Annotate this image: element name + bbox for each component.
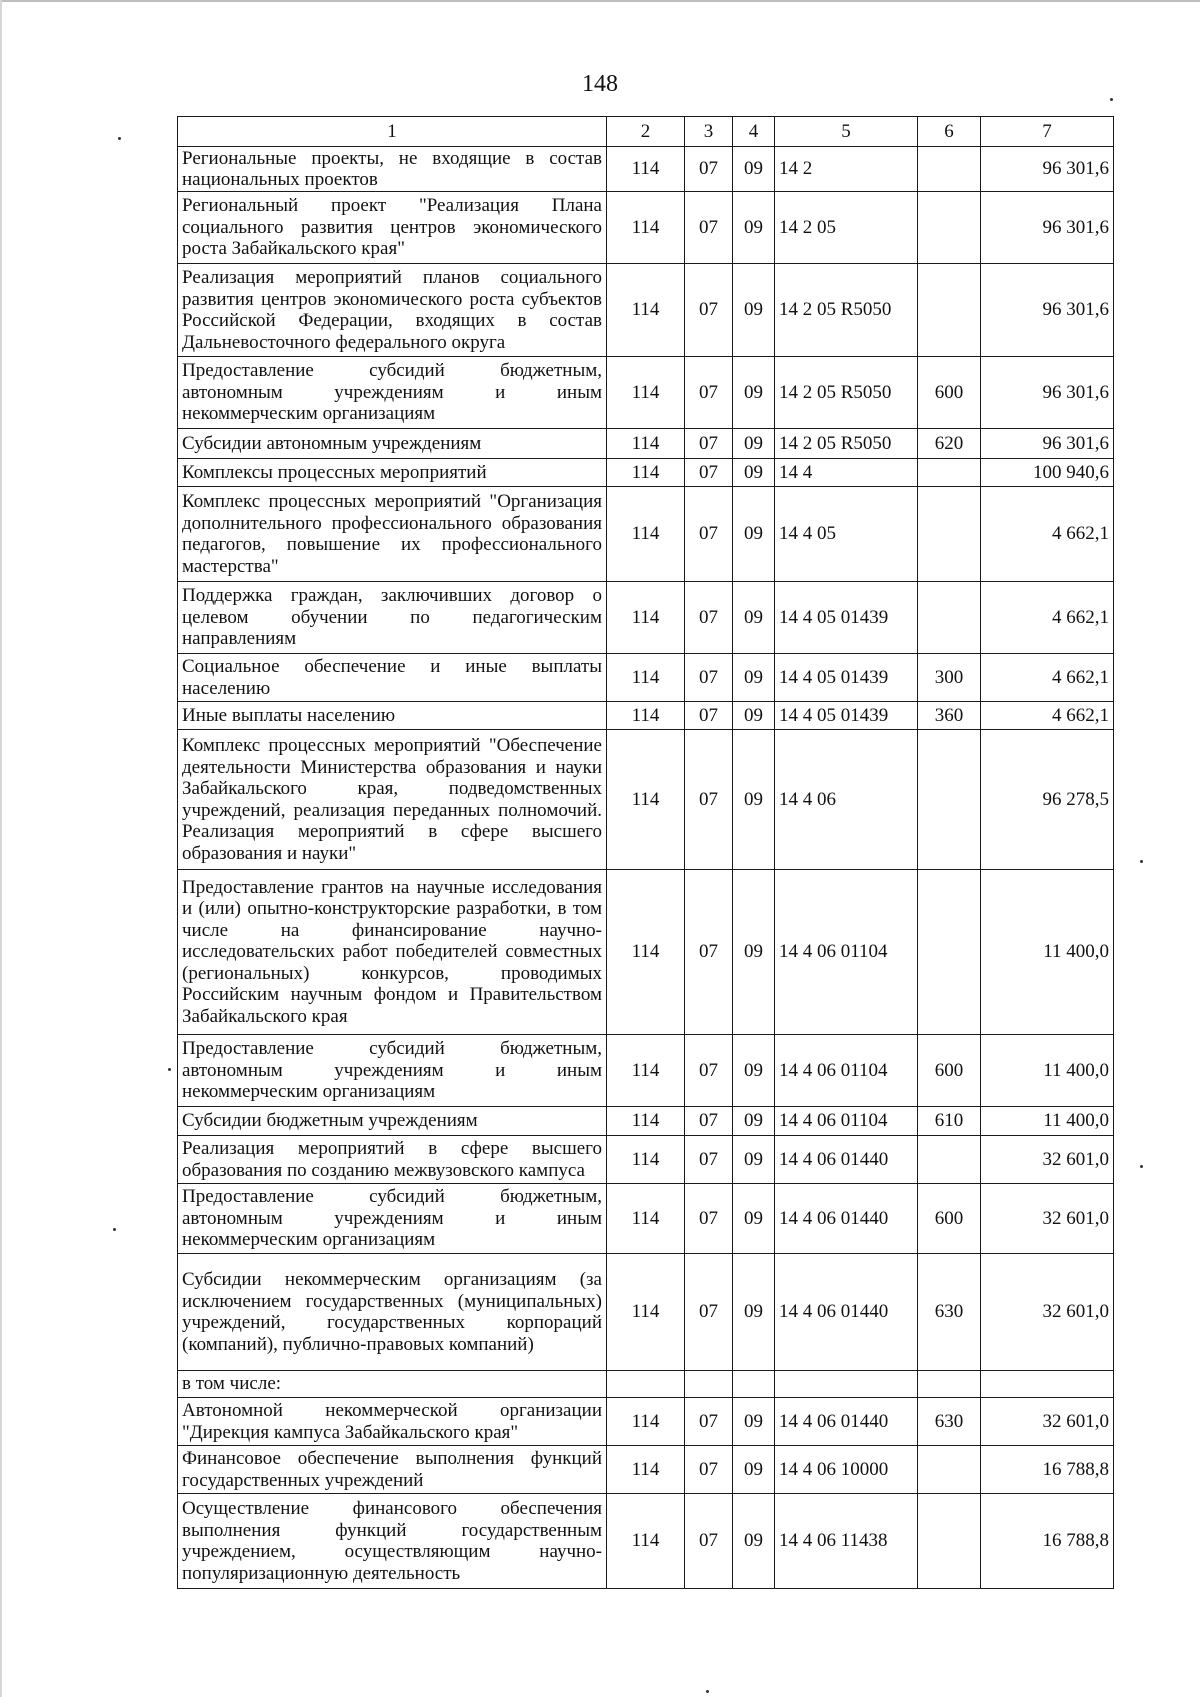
row-vr [918,487,981,582]
row-csr: 14 4 05 [775,487,918,582]
row-gr: 114 [607,487,685,582]
row-vr [918,1136,981,1184]
scan-speck [113,1228,116,1231]
row-sum: 32 601,0 [981,1398,1114,1446]
row-vr [918,1494,981,1589]
row-csr: 14 4 06 01104 [775,1035,918,1107]
table-row [178,1371,1114,1398]
scan-speck [168,1068,171,1071]
table-row [178,487,1114,582]
header-col-2: 2 [607,117,685,147]
row-name: Осуществление финансового обеспечения выполнения функций государственным учреждением, осуществляющим научно-популяризационную деятельность [178,1494,607,1589]
row-csr: 14 4 06 01104 [775,1107,918,1136]
row-vr [918,192,981,264]
row-sum: 96 278,5 [981,730,1114,870]
row-csr: 14 4 06 01440 [775,1398,918,1446]
row-pr: 09 [733,1446,775,1494]
row-rz: 07 [685,264,733,357]
row-sum: 11 400,0 [981,870,1114,1035]
row-sum: 16 788,8 [981,1446,1114,1494]
row-name: Предоставление грантов на научные исследования и (или) опытно-конструкторские разработки, в том числе на финансирование научно-исследовательских работ победителей совместных (региональных) конкурсов, проводимых Российским научным фондом и Правительством Забайкальского края [178,870,607,1035]
table-row [178,1446,1114,1494]
row-rz: 07 [685,1107,733,1136]
row-gr: 114 [607,582,685,654]
row-gr: 114 [607,702,685,730]
row-sum: 11 400,0 [981,1035,1114,1107]
row-name: Реализация мероприятий планов социального развития центров экономического роста субъектов Российской Федерации, входящих в состав Дальневосточного федерального округа [178,264,607,357]
row-csr: 14 4 06 01440 [775,1184,918,1254]
row-pr: 09 [733,1494,775,1589]
budget-table [177,116,1114,1589]
row-name: Комплекс процессных мероприятий "Организация дополнительного профессионального образования педагогов, повышение их профессионального мастерства" [178,487,607,582]
row-csr: 14 2 05 R5050 [775,429,918,459]
row-pr: 09 [733,192,775,264]
row-sum: 16 788,8 [981,1494,1114,1589]
row-pr: 09 [733,582,775,654]
row-name: Предоставление субсидий бюджетным, автономным учреждениям и иным некоммерческим организациям [178,1184,607,1254]
row-pr: 09 [733,429,775,459]
header-col-7: 7 [981,117,1114,147]
row-vr: 630 [918,1398,981,1446]
table-row [178,357,1114,429]
row-gr: 114 [607,459,685,487]
row-pr: 09 [733,1184,775,1254]
row-name: Поддержка граждан, заключивших договор о целевом обучении по педагогическим направлениям [178,582,607,654]
row-pr: 09 [733,147,775,192]
row-pr: 09 [733,357,775,429]
row-sum: 32 601,0 [981,1254,1114,1371]
row-rz: 07 [685,1494,733,1589]
table-row [178,192,1114,264]
row-csr: 14 4 05 01439 [775,702,918,730]
row-name: Субсидии бюджетным учреждениям [178,1107,607,1136]
row-pr: 09 [733,487,775,582]
row-csr: 14 2 05 R5050 [775,357,918,429]
row-gr: 114 [607,1035,685,1107]
table-header [178,117,1114,147]
row-sum: 11 400,0 [981,1107,1114,1136]
row-rz: 07 [685,870,733,1035]
row-name: Предоставление субсидий бюджетным, автономным учреждениям и иным некоммерческим организациям [178,1035,607,1107]
row-rz: 07 [685,582,733,654]
table-row [178,1254,1114,1371]
row-vr [918,582,981,654]
table-row [178,730,1114,870]
row-sum: 96 301,6 [981,429,1114,459]
row-gr: 114 [607,1494,685,1589]
table-row [178,582,1114,654]
row-vr [918,730,981,870]
header-col-1: 1 [178,117,607,147]
row-gr: 114 [607,654,685,702]
row-csr: 14 4 06 01104 [775,870,918,1035]
row-rz: 07 [685,730,733,870]
row-pr: 09 [733,459,775,487]
row-rz: 07 [685,1136,733,1184]
row-pr: 09 [733,730,775,870]
table-row [178,1398,1114,1446]
row-pr: 09 [733,1398,775,1446]
row-gr: 114 [607,357,685,429]
row-sum: 4 662,1 [981,702,1114,730]
row-vr: 600 [918,1035,981,1107]
row-sum: 96 301,6 [981,147,1114,192]
table-body [178,147,1114,1589]
row-rz: 07 [685,487,733,582]
header-col-5: 5 [775,117,918,147]
scan-speck [1140,1165,1143,1168]
row-name: Субсидии автономным учреждениям [178,429,607,459]
row-name: Субсидии некоммерческим организациям (за исключением государственных (муниципальных) учреждений, государственных корпораций (компаний), публично-правовых компаний) [178,1254,607,1371]
row-csr: 14 2 05 R5050 [775,264,918,357]
row-name: Реализация мероприятий в сфере высшего образования по созданию межвузовского кампуса [178,1136,607,1184]
row-sum: 96 301,6 [981,357,1114,429]
row-vr: 360 [918,702,981,730]
row-vr [918,870,981,1035]
row-gr: 114 [607,1107,685,1136]
row-sum: 4 662,1 [981,654,1114,702]
scan-speck [706,1690,709,1693]
row-csr: 14 4 06 [775,730,918,870]
row-csr: 14 4 05 01439 [775,582,918,654]
table-row [178,1107,1114,1136]
row-name: Предоставление субсидий бюджетным, автономным учреждениям и иным некоммерческим организациям [178,357,607,429]
row-pr: 09 [733,264,775,357]
row-vr [918,1371,981,1398]
row-gr: 114 [607,1254,685,1371]
table-row [178,870,1114,1035]
row-gr: 114 [607,192,685,264]
row-pr: 09 [733,1107,775,1136]
row-name: в том числе: [178,1371,607,1398]
table-row [178,1136,1114,1184]
page-number: 148 [582,71,618,97]
scan-speck [1110,98,1113,101]
row-sum [981,1371,1114,1398]
row-vr: 300 [918,654,981,702]
row-rz: 07 [685,1446,733,1494]
row-pr: 09 [733,1136,775,1184]
table-row [178,264,1114,357]
row-vr: 600 [918,1184,981,1254]
table-row [178,1184,1114,1254]
row-sum: 96 301,6 [981,264,1114,357]
table-row [178,654,1114,702]
table-row [178,1494,1114,1589]
row-rz: 07 [685,1398,733,1446]
row-pr: 09 [733,1254,775,1371]
row-pr: 09 [733,654,775,702]
row-sum: 100 940,6 [981,459,1114,487]
row-vr [918,459,981,487]
row-name: Иные выплаты населению [178,702,607,730]
row-csr [775,1371,918,1398]
row-rz: 07 [685,192,733,264]
row-pr: 09 [733,1035,775,1107]
row-csr: 14 4 06 11438 [775,1494,918,1589]
row-gr [607,1371,685,1398]
row-rz: 07 [685,1254,733,1371]
row-gr: 114 [607,1446,685,1494]
row-sum: 32 601,0 [981,1184,1114,1254]
row-gr: 114 [607,264,685,357]
row-name: Автономной некоммерческой организации "Дирекция кампуса Забайкальского края" [178,1398,607,1446]
row-name: Комплексы процессных мероприятий [178,459,607,487]
row-gr: 114 [607,1184,685,1254]
row-gr: 114 [607,730,685,870]
row-name: Региональный проект "Реализация Плана социального развития центров экономического роста Забайкальского края" [178,192,607,264]
row-name: Социальное обеспечение и иные выплаты населению [178,654,607,702]
table-row [178,702,1114,730]
header-col-3: 3 [685,117,733,147]
row-gr: 114 [607,1136,685,1184]
row-rz: 07 [685,429,733,459]
row-csr: 14 4 05 01439 [775,654,918,702]
row-sum: 32 601,0 [981,1136,1114,1184]
row-vr: 630 [918,1254,981,1371]
row-name: Комплекс процессных мероприятий "Обеспечение деятельности Министерства образования и науки Забайкальского края, подведомственных учреждений, реализация переданных полномочий. Реализация мероприятий в сфере высшего образования и науки" [178,730,607,870]
scan-speck [1140,860,1143,863]
row-sum: 96 301,6 [981,192,1114,264]
row-csr: 14 2 05 [775,192,918,264]
row-rz: 07 [685,1184,733,1254]
header-col-4: 4 [733,117,775,147]
row-rz: 07 [685,654,733,702]
row-rz [685,1371,733,1398]
row-name: Финансовое обеспечение выполнения функций государственных учреждений [178,1446,607,1494]
scan-speck [118,137,121,140]
row-rz: 07 [685,147,733,192]
row-vr [918,264,981,357]
row-vr: 600 [918,357,981,429]
row-vr [918,1446,981,1494]
row-pr: 09 [733,870,775,1035]
row-sum: 4 662,1 [981,487,1114,582]
header-row [178,117,1114,147]
row-rz: 07 [685,459,733,487]
table-row [178,147,1114,192]
row-csr: 14 2 [775,147,918,192]
row-pr [733,1371,775,1398]
scan-top-edge [0,0,1200,2]
row-gr: 114 [607,1398,685,1446]
row-vr: 620 [918,429,981,459]
table-row [178,429,1114,459]
row-name: Региональные проекты, не входящие в состав национальных проектов [178,147,607,192]
row-vr: 610 [918,1107,981,1136]
scan-left-edge [0,0,2,1697]
row-pr: 09 [733,702,775,730]
row-gr: 114 [607,870,685,1035]
row-csr: 14 4 06 01440 [775,1254,918,1371]
row-csr: 14 4 06 01440 [775,1136,918,1184]
table-row [178,1035,1114,1107]
table-row [178,459,1114,487]
header-col-6: 6 [918,117,981,147]
row-rz: 07 [685,702,733,730]
row-gr: 114 [607,429,685,459]
row-csr: 14 4 [775,459,918,487]
row-csr: 14 4 06 10000 [775,1446,918,1494]
row-gr: 114 [607,147,685,192]
row-sum: 4 662,1 [981,582,1114,654]
row-vr [918,147,981,192]
row-rz: 07 [685,1035,733,1107]
row-rz: 07 [685,357,733,429]
